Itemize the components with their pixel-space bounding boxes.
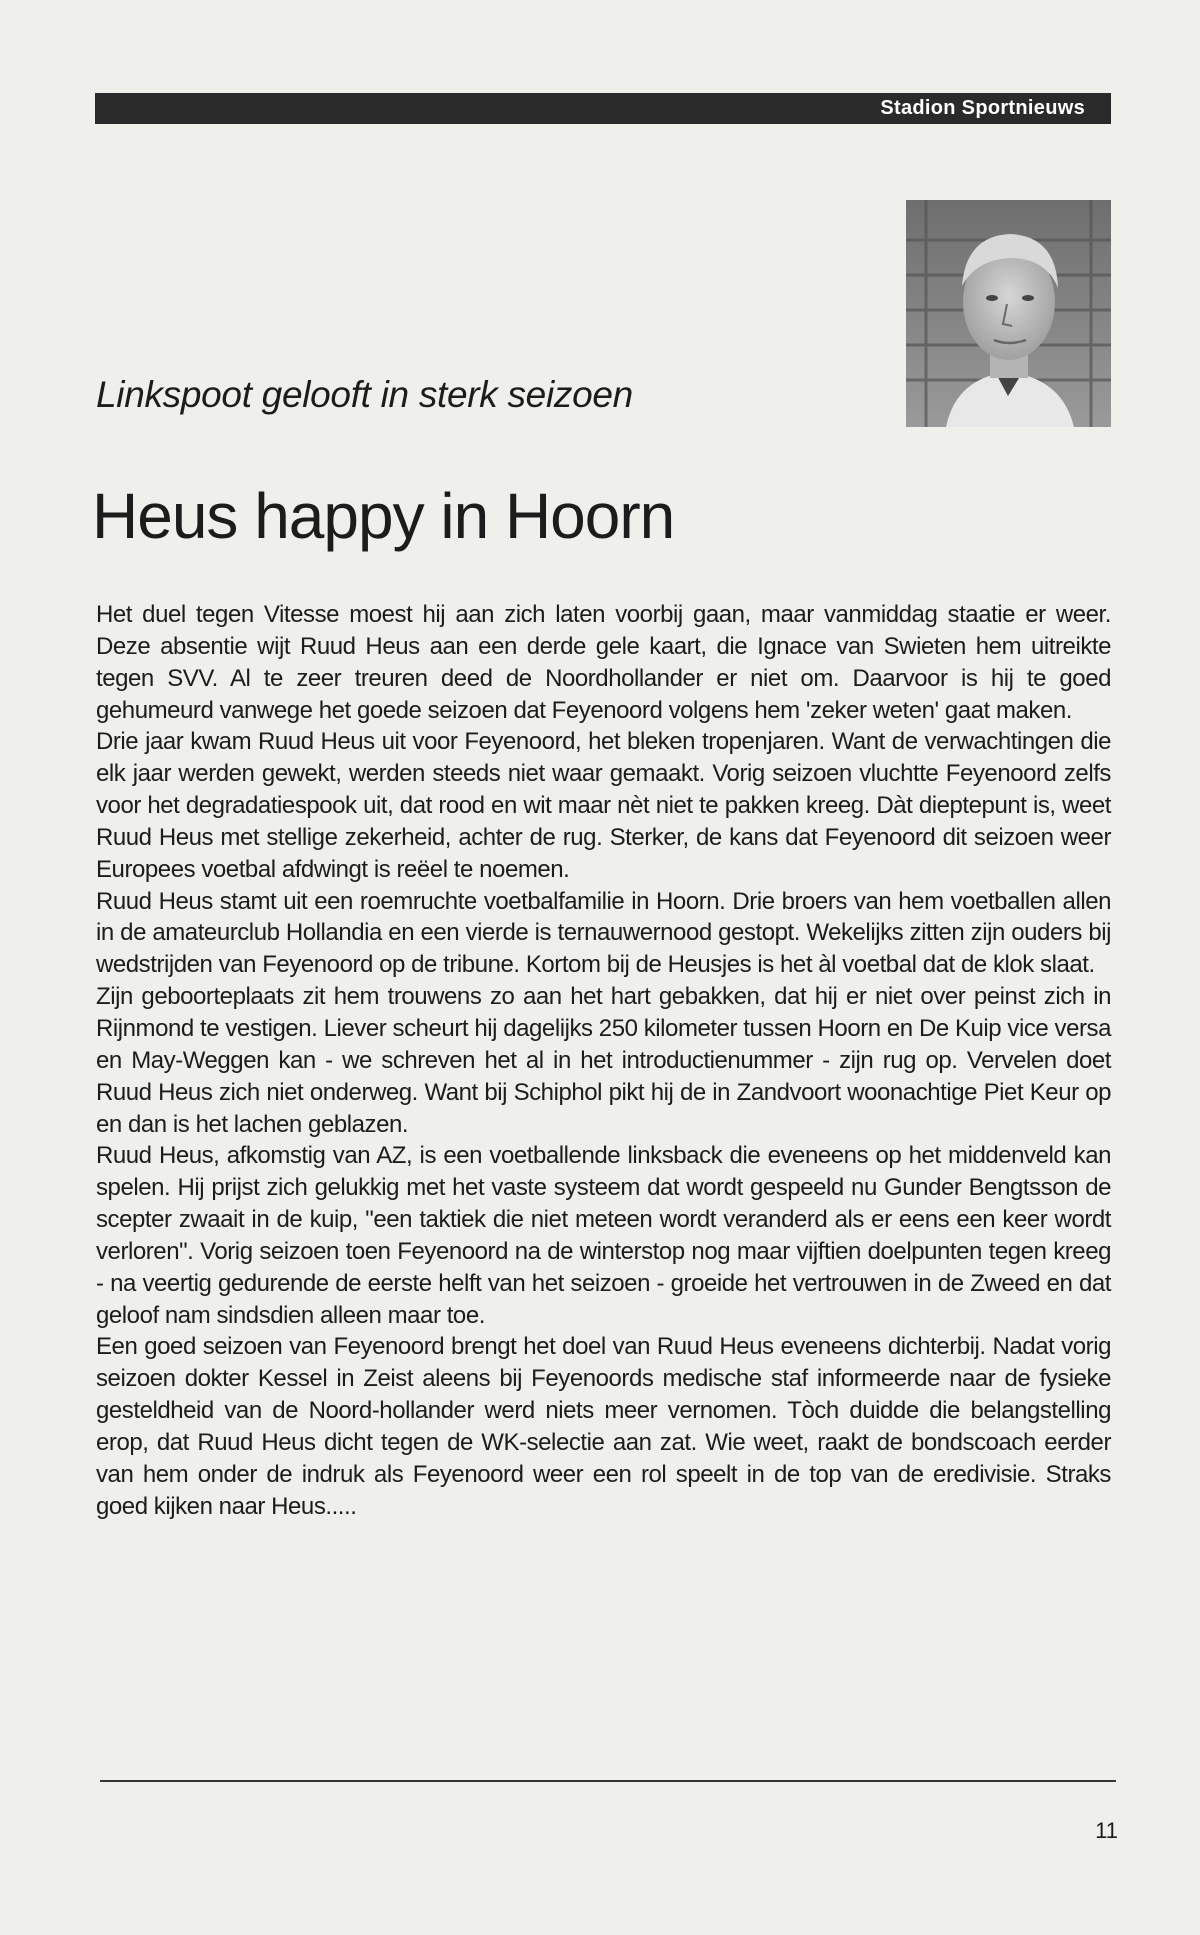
article-paragraph: Een goed seizoen van Feyenoord brengt het doel van Ruud Heus eveneens dichterbij. Nadat vorig seizoen dokter Kessel in Zeist aleens bij Feyenoords medische staf informeerde naar de fysieke gesteldheid van de Noord-hollander werd niets meer vernomen. Tòch duidde die belangstelling erop, dat Ruud Heus dicht tegen de WK-selectie aan zat. Wie weet, raakt de bondscoach eerder van hem onder de indruk als Feyenoord weer een rol speelt in de top van de eredivisie. Straks goed kijken naar Heus..... — [96, 1333, 1111, 1520]
article-paragraph: Zijn geboorteplaats zit hem trouwens zo aan het hart gebakken, dat hij er niet over peinst zich in Rijnmond te vestigen. Liever scheurt hij dagelijks 250 kilometer tussen Hoorn en De Kuip vice versa en May-Weggen kan - we schreven het al in het introductienummer - zijn rug op. Vervelen doet Ruud Heus zich niet onderweg. Want bij Schiphol pikt hij de in Zandvoort woonachtige Piet Keur op en dan is het lachen geblazen. — [96, 983, 1111, 1138]
page-number: 11 — [1095, 1818, 1118, 1843]
article-paragraph: Het duel tegen Vitesse moest hij aan zich laten voorbij gaan, maar vanmiddag staatie er weer. Deze absentie wijt Ruud Heus aan een derde gele kaart, die Ignace van Swieten hem uitreikte tegen SVV. Al te zeer treuren deed de Noordhollander er niet om. Daarvoor is hij te goed gehumeurd vanwege het goede seizoen dat Feyenoord volgens hem 'zeker weten' gaat maken. — [96, 601, 1111, 724]
footer-divider — [100, 1780, 1116, 1782]
section-header-bar — [95, 93, 1111, 124]
article-headline: Heus happy in Hoorn — [92, 480, 675, 552]
portrait-photo-image — [906, 200, 1111, 427]
article-paragraph: Ruud Heus stamt uit een roemruchte voetbalfamilie in Hoorn. Drie broers van hem voetballen allen in de amateurclub Hollandia en een vierde is ternauwernood gestopt. Wekelijks zitten zijn ouders bij wedstrijden van Feyenoord op de tribune. Kortom bij de Heusjes is het àl voetbal dat de klok slaat. — [96, 887, 1111, 979]
section-label: Stadion Sportnieuws — [880, 97, 1085, 119]
article-kicker: Linkspoot gelooft in sterk seizoen — [96, 374, 633, 415]
article-body — [96, 599, 1111, 1522]
player-portrait-photo — [906, 200, 1111, 427]
article-paragraph: Ruud Heus, afkomstig van AZ, is een voetballende linksback die eveneens op het middenveld kan spelen. Hij prijst zich gelukkig met het vaste systeem dat wordt gespeeld nu Gunder Bengtsson de scepter zwaait in de kuip, "een taktiek die niet meteen wordt veranderd als er eens een keer wordt verloren". Vorig seizoen toen Feyenoord na de winterstop nog maar vijftien doelpunten tegen kreeg - na veertig gedurende de eerste helft van het seizoen - groeide het vertrouwen in de Zweed en dat geloof nam sindsdien alleen maar toe. — [96, 1142, 1111, 1329]
article-paragraph: Drie jaar kwam Ruud Heus uit voor Feyenoord, het bleken tropenjaren. Want de verwachtingen die elk jaar werden gewekt, werden steeds niet waar gemaakt. Vorig seizoen vluchtte Feyenoord zelfs voor het degradatiespook uit, dat rood en wit maar nèt niet te pakken kreeg. Dàt dieptepunt is, weet Ruud Heus met stellige zekerheid, achter de rug. Sterker, de kans dat Feyenoord dit seizoen weer Europees voetbal afdwingt is reëel te noemen. — [96, 728, 1111, 883]
